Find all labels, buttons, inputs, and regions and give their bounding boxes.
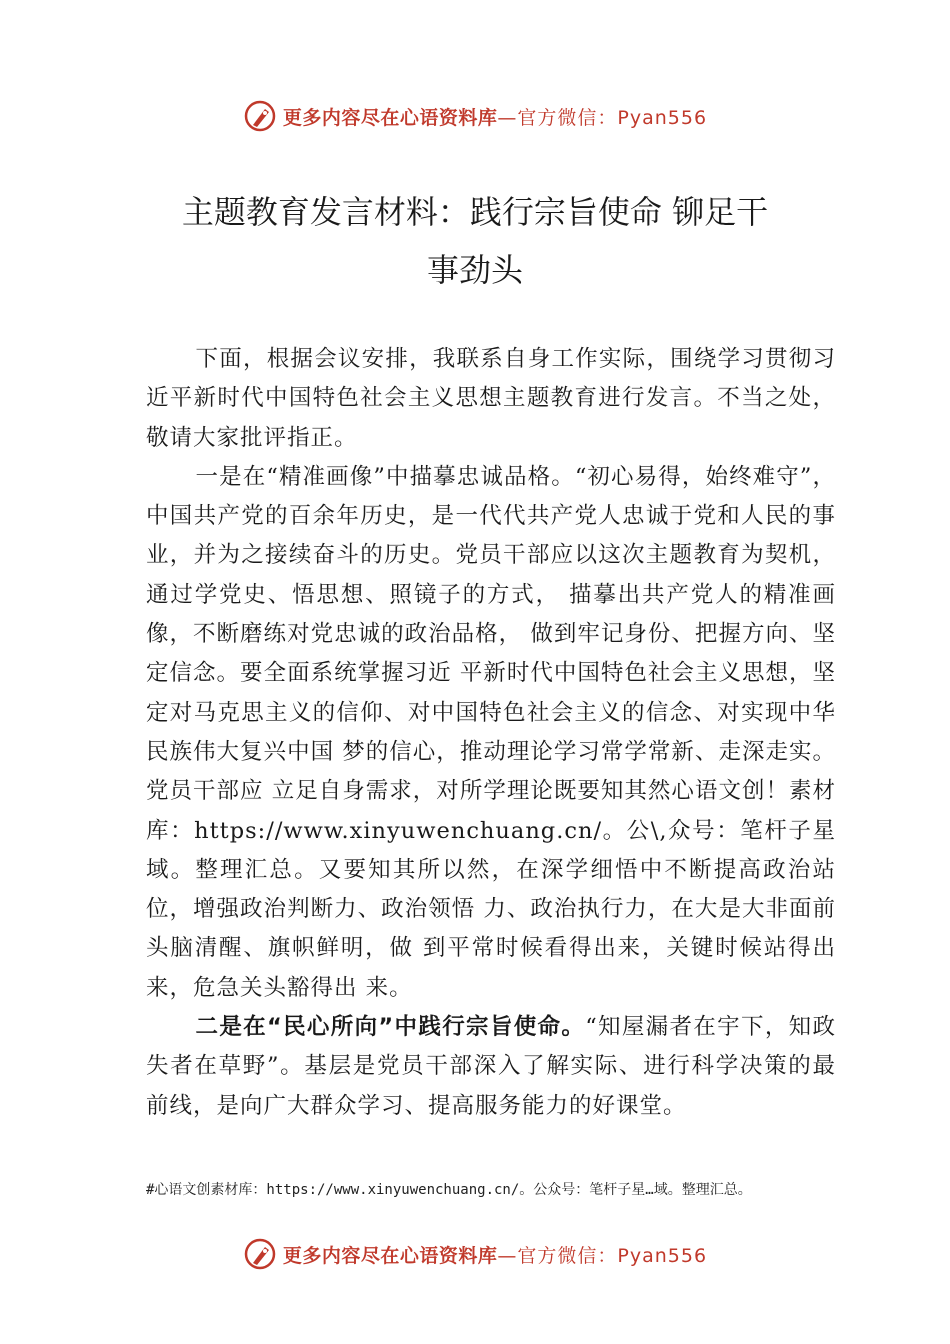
title-line-2: 事劲头: [426, 251, 523, 289]
paragraph-point-one: 一是在“精准画像”中描摹忠诚品格。“初心易得，始终难守”，中国共产党的百余年历史，是一代代共产党人忠诚于党和人民的事业，并为之接续奋斗的历史。党员干部应以这次主题教育为契机，通过学党史、悟思想、照镜子的方式， 描摹出共产党人的精准画像，不断磨练对党忠诚的政治品格， 做到牢记身份、把握方向、坚定信念。要全面系统掌握习近 平新时代中国特色社会主义思想，坚定对马克思主义的信仰、对中国特色社会主义的信念、对实现中华民族伟大复兴中国 梦的信心，推动理论学习常学常新、走深走实。党员干部应 立足自身需求，对所学理论既要知其然心语文创！素材库：https://www.xinyuwenchuang.cn/。公\,众号：笔杆子星域。整理汇总。又要知其所以然，在深学细悟中不断提高政治站位，增强政治判断力、政治领悟 力、政治执行力，在大是大非面前头脑清醒、旗帜鲜明，做 到平常时候看得出来，关键时候站得出来，危急关头豁得出 来。: [146, 463, 836, 1001]
title-line-1: 主题教育发言材料：践行宗旨使命 铆足干: [181, 193, 769, 231]
point-two-text: “知屋漏者在宇下，知政失者在草野”。基层是党员干部深入了解实际、进行科学决策的最前线，是向广大群众学习、提高服务能力的好课堂。: [146, 1014, 836, 1119]
footer-banner: [0, 1232, 950, 1276]
paragraph-point-two: [146, 1008, 836, 1126]
header-banner: [0, 94, 950, 138]
banner-brand-text: 更多内容尽在心语资料库: [282, 106, 498, 129]
banner-brand-text: 更多内容尽在心语资料库: [282, 1244, 498, 1267]
document-title: [120, 183, 830, 299]
banner-wechat-text: —官方微信：Pyan556: [497, 106, 708, 129]
point-two-heading: 二是在“民心所向”中践行宗旨使命。: [195, 1014, 586, 1041]
document-body: [146, 340, 836, 1126]
pen-nib-logo-icon: [243, 1237, 277, 1271]
pen-nib-logo-icon: [243, 99, 277, 133]
banner-wechat-text: —官方微信：Pyan556: [497, 1244, 708, 1267]
paragraph-intro: 下面，根据会议安排，我联系自身工作实际，围绕学习贯彻习近平新时代中国特色社会主义思想主题教育进行发言。不当之处，敬请大家批评指正。: [146, 346, 836, 451]
footer-note: #心语文创素材库：https://www.xinyuwenchuang.cn/。公众号：笔杆子星…域。整理汇总。: [146, 1182, 752, 1198]
